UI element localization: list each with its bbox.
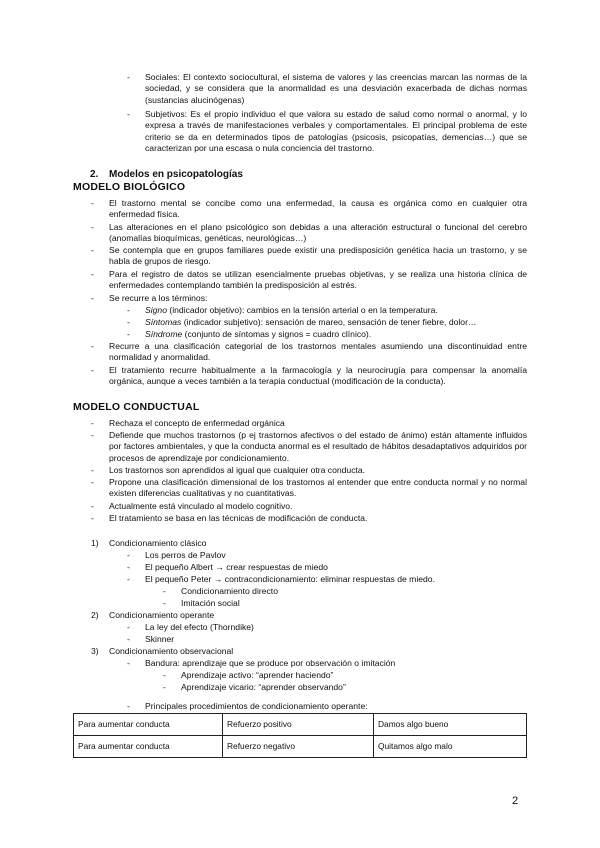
criterion-text: : El contexto sociocultural, el sistema de valores y las creencias marcan las normas de la sociedad, y se considera que la anormalidad es una desviación exacerbada de dichas normas (sustancias alucinógenas) <box>145 72 527 105</box>
section-number: 2. <box>90 169 99 180</box>
bullet: - <box>127 574 130 584</box>
table-cell: Para aumentar conducta <box>74 714 223 736</box>
bullet: - <box>91 418 94 428</box>
table-cell: Para aumentar conducta <box>74 736 223 758</box>
term-signo <box>145 305 527 316</box>
operant-conditioning-table <box>73 713 527 758</box>
list-item: Aprendizaje vicario: “aprender observando” <box>181 682 346 692</box>
table-cell: Refuerzo positivo <box>223 714 374 736</box>
bullet: - <box>127 317 130 327</box>
table-cell: Quitamos algo malo <box>374 736 527 758</box>
bullet: - <box>91 341 94 351</box>
list-item: El pequeño Albert → crear respuestas de miedo <box>145 562 328 572</box>
list-item: El pequeño Peter → contracondicionamiento: eliminar respuestas de miedo. <box>145 574 435 584</box>
conditioning-type: Condicionamiento operante <box>109 610 215 620</box>
bullet: - <box>127 72 130 82</box>
list-item: El tratamiento se basa en las técnicas de modificación de conducta. <box>109 513 368 523</box>
list-item: Para el registro de datos se utilizan esencialmente pruebas objetivas, y se realiza una historia clínica de enfermedades contemplando también la predisposición al estrés. <box>109 269 527 291</box>
conductual-heading: MODELO CONDUCTUAL <box>73 401 200 413</box>
table-cell: Refuerzo negativo <box>223 736 374 758</box>
biologico-heading: MODELO BIOLÓGICO <box>73 181 186 193</box>
bullet: - <box>91 430 94 440</box>
term-text: (indicador subjetivo): sensación de mareo, sensación de tener fiebre, dolor… <box>181 317 477 327</box>
list-item: Las alteraciones en el plano psicológico son debidas a una alteración estructural o funcional del cerebro (anomalías bioquímicas, genéticas, neurológicas…) <box>109 222 527 244</box>
bullet: - <box>91 293 94 303</box>
list-item: Bandura: aprendizaje que se produce por observación o imitación <box>145 658 396 668</box>
list-item: Defiende que muchos trastornos (p ej trastornos afectivos o del estado de ánimo) están altamente influidos por factores ambientales, y que la conducta anormal es el resultado de hábitos desadaptativos adquiridos por procesos de aprendizaje por condicionamiento. <box>109 430 527 463</box>
bullet: - <box>127 109 130 119</box>
list-item: Skinner <box>145 634 175 644</box>
list-item: Actualmente está vinculado al modelo cognitivo. <box>109 501 293 511</box>
bullet: - <box>91 198 94 208</box>
bullet: - <box>163 682 166 692</box>
list-item: Se contempla que en grupos familiares puede existir una predisposición genética hacia un trastorno, y se habla de grupos de riesgo. <box>109 245 527 267</box>
term-sintomas <box>145 317 527 328</box>
bullet: - <box>91 245 94 255</box>
bullet: - <box>127 305 130 315</box>
table-row <box>74 736 527 758</box>
bullet: - <box>91 222 94 232</box>
criterion-label: Subjetivos <box>145 109 185 119</box>
list-item: Rechaza el concepto de enfermedad orgánica <box>109 418 285 428</box>
list-item: El trastorno mental se concibe como una enfermedad, la causa es orgánica como en cualquier otra enfermedad física. <box>109 198 527 220</box>
list-item: Propone una clasificación dimensional de los trastornos al entender que entre conducta normal y no normal existen diferencias cualitativas y no cuantitativas. <box>109 477 527 499</box>
list-item: Los perros de Pavlov <box>145 550 226 560</box>
list-item: Los trastornos son aprendidos al igual que cualquier otra conducta. <box>109 465 366 475</box>
term-sindrome <box>145 329 527 340</box>
section-title: Modelos en psicopatologías <box>109 169 243 180</box>
bullet: - <box>127 658 130 668</box>
bullet: - <box>163 586 166 596</box>
term-label: Síndrome <box>145 329 183 339</box>
conditioning-type: Condicionamiento clásico <box>109 538 207 548</box>
bullet: - <box>91 269 94 279</box>
table-cell: Damos algo bueno <box>374 714 527 736</box>
bullet: - <box>91 501 94 511</box>
bullet: - <box>127 562 130 572</box>
bullet: - <box>163 670 166 680</box>
list-number: 1) <box>91 538 99 548</box>
list-number: 2) <box>91 610 99 620</box>
table-row <box>74 714 527 736</box>
term-text: (indicador objetivo): cambios en la tensión arterial o en la temperatura. <box>166 305 438 315</box>
bullet: - <box>91 465 94 475</box>
list-item: Aprendizaje activo: “aprender haciendo” <box>181 670 334 680</box>
criterion-label: Sociales <box>145 72 178 82</box>
bullet: - <box>127 634 130 644</box>
list-item: Recurre a una clasificación categorial de los trastornos mentales asumiendo una discontinuidad entre normalidad y anormalidad. <box>109 341 527 363</box>
bullet: - <box>127 329 130 339</box>
list-item: Condicionamiento directo <box>181 586 278 596</box>
bullet: - <box>163 598 166 608</box>
conditioning-type: Condicionamiento observacional <box>109 646 234 656</box>
list-number: 3) <box>91 646 99 656</box>
term-text: (conjunto de síntomas y signos = cuadro clínico). <box>182 329 372 339</box>
page-number: 2 <box>512 795 519 807</box>
list-item: La ley del efecto (Thorndike) <box>145 622 254 632</box>
term-label: Signo <box>145 305 167 315</box>
criterion-sociales <box>145 72 527 106</box>
bullet: - <box>91 513 94 523</box>
bullet: - <box>127 701 130 711</box>
list-item: Imitación social <box>181 598 240 608</box>
table-caption: Principales procedimientos de condicionamiento operante: <box>145 701 368 711</box>
bullet: - <box>127 622 130 632</box>
criterion-text: : Es el propio individuo el que valora su estado de salud como normal o anormal, y lo expresa a través de manifestaciones verbales y comportamentales. El principal problema de este criterio se da en determinados tipos de patologías (psicosis, psicopatías, demencias…) que se caracterizan por una escasa o nula conciencia del trastorno. <box>145 109 527 154</box>
list-item: El tratamiento recurre habitualmente a la farmacología y la neurocirugía para compensar la anomalía orgánica, aunque a veces también a la terapia conductual (modificación de la conducta). <box>109 365 527 387</box>
criterion-subjetivos <box>145 109 527 155</box>
bullet: - <box>91 477 94 487</box>
term-label: Síntomas <box>145 317 182 327</box>
bullet: - <box>127 550 130 560</box>
list-item: Se recurre a los términos: <box>109 293 208 303</box>
bullet: - <box>91 365 94 375</box>
